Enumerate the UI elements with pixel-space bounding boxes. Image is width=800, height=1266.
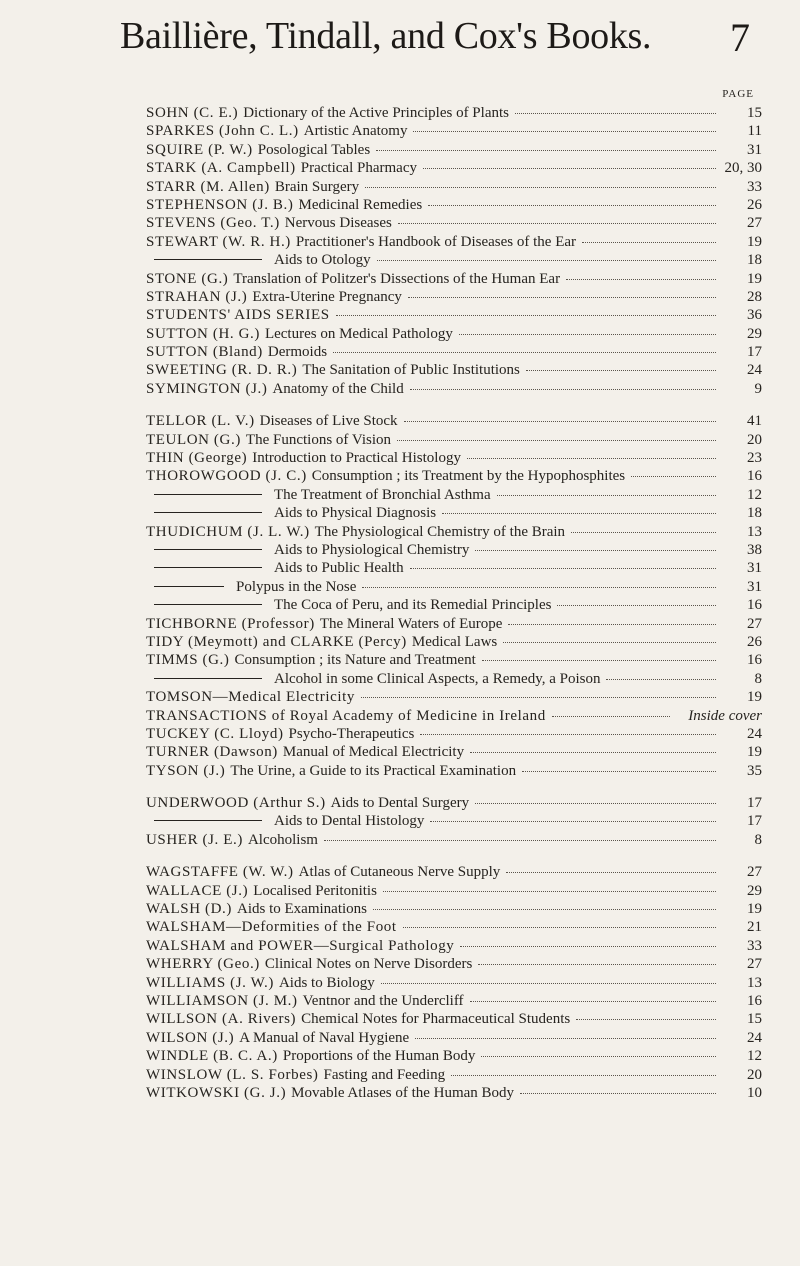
entry-page: 19 — [747, 233, 762, 250]
dot-leaders — [403, 927, 716, 928]
entry-title: Alcoholism — [247, 831, 318, 848]
index-entry — [146, 596, 762, 614]
index-entry — [146, 196, 762, 214]
entry-page: 31 — [747, 560, 762, 577]
entry-author: TIDY (Meymott) and CLARKE (Percy) — [146, 633, 407, 650]
index-entry — [146, 615, 762, 633]
dot-leaders — [557, 605, 716, 606]
group-gap — [146, 398, 762, 412]
entry-page: 33 — [747, 937, 762, 954]
entry-title: Aids to Dental Histology — [274, 813, 425, 830]
entry-title: Clinical Notes on Nerve Disorders — [264, 956, 473, 973]
ditto-dash — [154, 494, 262, 495]
dot-leaders — [481, 1056, 716, 1057]
ditto-dash — [154, 586, 224, 587]
index-entry — [146, 178, 762, 196]
publisher-title: Baillière, Tindall, and Cox's Books. — [120, 15, 652, 57]
entry-author: TRANSACTIONS of Royal Academy of Medicine in Ireland — [146, 707, 546, 724]
entry-title: Aids to Physical Diagnosis — [274, 505, 437, 522]
entry-page: 26 — [747, 633, 762, 650]
entry-title: The Sanitation of Public Institutions — [302, 362, 520, 379]
entry-title: Translation of Politzer's Dissections of the Human Ear — [233, 270, 561, 287]
entry-page: 17 — [747, 795, 762, 812]
dot-leaders — [475, 550, 716, 551]
entry-title: The Coca of Peru, and its Remedial Principles — [274, 597, 552, 614]
index-entry — [146, 882, 762, 900]
dot-leaders — [503, 642, 716, 643]
entry-author: WILLIAMSON (J. M.) — [146, 992, 298, 1009]
entry-author: SUTTON (H. G.) — [146, 325, 260, 342]
index-entry — [146, 992, 762, 1010]
index-entry — [146, 270, 762, 288]
entry-page: 12 — [747, 1048, 762, 1065]
entry-page: Inside cover — [688, 707, 762, 724]
entry-author: TOMSON—Medical Electricity — [146, 689, 356, 706]
entry-page: 16 — [747, 468, 762, 485]
dot-leaders — [606, 679, 716, 680]
entry-page: 29 — [747, 882, 762, 899]
index-entry — [146, 343, 762, 361]
entry-title: Nervous Diseases — [284, 215, 392, 232]
entry-title: Movable Atlases of the Human Body — [291, 1084, 515, 1101]
entry-title: Manual of Medical Electricity — [282, 744, 465, 761]
entry-page: 29 — [747, 325, 762, 342]
index-entry — [146, 1047, 762, 1065]
entry-author: THOROWGOOD (J. C.) — [146, 468, 307, 485]
index-entry — [146, 831, 762, 849]
index-entry — [146, 325, 762, 343]
dot-leaders — [397, 440, 716, 441]
entry-author: WALSHAM—Deformities of the Foot — [146, 919, 397, 936]
entry-title: Psycho-Therapeutics — [288, 725, 415, 742]
index-entry — [146, 541, 762, 559]
dot-leaders — [373, 909, 716, 910]
entry-title: Practitioner's Handbook of Diseases of the Ear — [295, 233, 577, 250]
entry-page: 27 — [747, 215, 762, 232]
entry-page: 27 — [747, 864, 762, 881]
dot-leaders — [415, 1038, 716, 1039]
index-entry — [146, 863, 762, 881]
entry-author: STEWART (W. R. H.) — [146, 233, 291, 250]
entry-page: 15 — [747, 105, 762, 121]
entry-page: 24 — [747, 1029, 762, 1046]
dot-leaders — [566, 279, 716, 280]
index-entry — [146, 651, 762, 669]
index-entry — [146, 1066, 762, 1084]
entry-author: TEULON (G.) — [146, 431, 241, 448]
entry-author: WHERRY (Geo.) — [146, 956, 260, 973]
index-entry — [146, 974, 762, 992]
entry-page: 19 — [747, 689, 762, 706]
entry-page: 18 — [747, 505, 762, 522]
index-entry — [146, 743, 762, 761]
entry-author: STONE (G.) — [146, 270, 229, 287]
entry-author: STUDENTS' AIDS SERIES — [146, 307, 330, 324]
entry-author: SOHN (C. E.) — [146, 105, 239, 121]
index-entry — [146, 288, 762, 306]
dot-leaders — [497, 495, 716, 496]
entry-page: 27 — [747, 956, 762, 973]
entry-page: 16 — [747, 597, 762, 614]
dot-leaders — [420, 734, 716, 735]
dot-leaders — [408, 297, 716, 298]
index-entry — [146, 955, 762, 973]
index-entry — [146, 918, 762, 936]
entry-page: 10 — [747, 1084, 762, 1101]
entry-author: TURNER (Dawson) — [146, 744, 278, 761]
dot-leaders — [459, 334, 716, 335]
entry-title: Diseases of Live Stock — [259, 413, 398, 430]
index-entry — [146, 707, 762, 725]
entry-page: 12 — [747, 486, 762, 503]
entry-page: 35 — [747, 762, 762, 779]
entry-author: TICHBORNE (Professor) — [146, 615, 315, 632]
entry-title: Chemical Notes for Pharmaceutical Students — [301, 1011, 571, 1028]
dot-leaders — [428, 205, 716, 206]
entry-title: Medicinal Remedies — [298, 196, 423, 213]
entry-page: 8 — [754, 831, 762, 848]
entry-page: 11 — [747, 123, 762, 140]
index-entry — [146, 467, 762, 485]
index-entry — [146, 1010, 762, 1028]
page-column-label: PAGE — [722, 88, 754, 100]
entry-author: WINDLE (B. C. A.) — [146, 1048, 278, 1065]
dot-leaders — [522, 771, 716, 772]
entry-page: 38 — [747, 541, 762, 558]
entry-title: Polypus in the Nose — [236, 578, 357, 595]
index-entry — [146, 578, 762, 596]
page-header — [120, 12, 770, 72]
entry-page: 16 — [747, 652, 762, 669]
entry-author: WILSON (J.) — [146, 1029, 235, 1046]
entry-author: TUCKEY (C. Lloyd) — [146, 725, 284, 742]
dot-leaders — [470, 1001, 716, 1002]
dot-leaders — [383, 891, 716, 892]
book-index-list — [146, 104, 762, 1102]
entry-author: WILLIAMS (J. W.) — [146, 974, 274, 991]
entry-page: 27 — [747, 615, 762, 632]
index-entry — [146, 794, 762, 812]
dot-leaders — [365, 187, 716, 188]
dot-leaders — [482, 660, 716, 661]
entry-author: WALSH (D.) — [146, 901, 232, 918]
index-entry — [146, 670, 762, 688]
dot-leaders — [470, 752, 716, 753]
dot-leaders — [423, 168, 716, 169]
entry-page: 20 — [747, 1066, 762, 1083]
index-entry — [146, 141, 762, 159]
entry-title: The Physiological Chemistry of the Brain — [314, 523, 566, 540]
entry-title: Aids to Examinations — [237, 901, 367, 918]
index-entry — [146, 412, 762, 430]
dot-leaders — [467, 458, 716, 459]
entry-page: 36 — [747, 307, 762, 324]
entry-author: STEVENS (Geo. T.) — [146, 215, 280, 232]
entry-author: WALLACE (J.) — [146, 882, 249, 899]
entry-title: Fasting and Feeding — [323, 1066, 446, 1083]
entry-page: 17 — [747, 813, 762, 830]
entry-page: 31 — [747, 578, 762, 595]
group-gap — [146, 849, 762, 863]
index-entry — [146, 306, 762, 324]
entry-author: THUDICHUM (J. L. W.) — [146, 523, 310, 540]
index-entry — [146, 431, 762, 449]
entry-title: Aids to Biology — [278, 974, 375, 991]
entry-author: WALSHAM and POWER—Surgical Pathology — [146, 937, 455, 954]
index-entry — [146, 486, 762, 504]
index-entry — [146, 214, 762, 232]
index-entry — [146, 159, 762, 177]
entry-title: A Manual of Naval Hygiene — [239, 1029, 410, 1046]
index-entry — [146, 900, 762, 918]
entry-author: THIN (George) — [146, 450, 248, 467]
entry-title: Posological Tables — [257, 141, 371, 158]
dot-leaders — [571, 532, 716, 533]
entry-title: Localised Peritonitis — [253, 882, 377, 899]
entry-author: STEPHENSON (J. B.) — [146, 196, 294, 213]
entry-page: 33 — [747, 178, 762, 195]
entry-page: 20 — [747, 431, 762, 448]
entry-author: SWEETING (R. D. R.) — [146, 362, 298, 379]
entry-title: Proportions of the Human Body — [282, 1048, 476, 1065]
dot-leaders — [582, 242, 716, 243]
entry-page: 23 — [747, 450, 762, 467]
entry-author: SUTTON (Bland) — [146, 344, 263, 361]
entry-author: UNDERWOOD (Arthur S.) — [146, 795, 326, 812]
index-entry — [146, 251, 762, 269]
index-entry — [146, 725, 762, 743]
entry-author: STRAHAN (J.) — [146, 288, 248, 305]
index-entry — [146, 633, 762, 651]
entry-author: STARK (A. Campbell) — [146, 160, 296, 177]
entry-page: 13 — [747, 523, 762, 540]
entry-page: 18 — [747, 252, 762, 269]
ditto-dash — [154, 567, 262, 568]
dot-leaders — [377, 260, 716, 261]
dot-leaders — [515, 113, 716, 114]
index-entry — [146, 122, 762, 140]
entry-title: The Urine, a Guide to its Practical Examination — [230, 762, 517, 779]
dot-leaders — [460, 946, 716, 947]
entry-author: WAGSTAFFE (W. W.) — [146, 864, 294, 881]
entry-title: Aids to Public Health — [274, 560, 404, 577]
dot-leaders — [552, 716, 670, 717]
entry-page: 15 — [747, 1011, 762, 1028]
entry-page: 31 — [747, 141, 762, 158]
entry-title: Practical Pharmacy — [300, 160, 417, 177]
dot-leaders — [631, 476, 716, 477]
entry-page: 19 — [747, 270, 762, 287]
index-entry — [146, 104, 762, 122]
entry-page: 26 — [747, 196, 762, 213]
dot-leaders — [520, 1093, 716, 1094]
index-entry — [146, 449, 762, 467]
entry-author: SQUIRE (P. W.) — [146, 141, 253, 158]
index-entry — [146, 523, 762, 541]
entry-author: WINSLOW (L. S. Forbes) — [146, 1066, 319, 1083]
entry-title: The Treatment of Bronchial Asthma — [274, 486, 491, 503]
entry-author: WITKOWSKI (G. J.) — [146, 1084, 287, 1101]
index-entry — [146, 559, 762, 577]
entry-page: 9 — [754, 380, 762, 397]
entry-title: Consumption ; its Treatment by the Hypophosphites — [311, 468, 626, 485]
dot-leaders — [451, 1075, 716, 1076]
entry-title: The Mineral Waters of Europe — [319, 615, 503, 632]
ditto-dash — [154, 604, 262, 605]
index-entry — [146, 380, 762, 398]
dot-leaders — [508, 624, 716, 625]
dot-leaders — [404, 421, 716, 422]
entry-title: Anatomy of the Child — [272, 380, 404, 397]
entry-author: SYMINGTON (J.) — [146, 380, 268, 397]
entry-page: 13 — [747, 974, 762, 991]
entry-title: Dermoids — [267, 344, 328, 361]
ditto-dash — [154, 259, 262, 260]
index-entry — [146, 688, 762, 706]
entry-page: 19 — [747, 901, 762, 918]
dot-leaders — [526, 370, 716, 371]
dot-leaders — [381, 983, 716, 984]
entry-page: 24 — [747, 725, 762, 742]
dot-leaders — [362, 587, 716, 588]
index-entry — [146, 1029, 762, 1047]
dot-leaders — [376, 150, 716, 151]
entry-title: Lectures on Medical Pathology — [264, 325, 453, 342]
entry-page: 19 — [747, 744, 762, 761]
dot-leaders — [430, 821, 716, 822]
entry-title: Aids to Dental Surgery — [330, 795, 470, 812]
entry-title: Atlas of Cutaneous Nerve Supply — [298, 864, 501, 881]
entry-title: Artistic Anatomy — [303, 123, 408, 140]
dot-leaders — [413, 131, 716, 132]
dot-leaders — [576, 1019, 716, 1020]
entry-title: Aids to Physiological Chemistry — [274, 541, 470, 558]
entry-title: Alcohol in some Clinical Aspects, a Remedy, a Poison — [274, 670, 601, 687]
entry-author: STARR (M. Allen) — [146, 178, 270, 195]
index-entry — [146, 1084, 762, 1102]
dot-leaders — [361, 697, 716, 698]
ditto-dash — [154, 820, 262, 821]
entry-author: TELLOR (L. V.) — [146, 413, 255, 430]
dot-leaders — [398, 223, 716, 224]
dot-leaders — [475, 803, 716, 804]
entry-page: 20, 30 — [724, 160, 762, 177]
entry-author: WILLSON (A. Rivers) — [146, 1011, 297, 1028]
index-entry — [146, 361, 762, 379]
entry-title: Aids to Otology — [274, 252, 371, 269]
dot-leaders — [478, 964, 716, 965]
entry-page: 24 — [747, 362, 762, 379]
entry-title: Medical Laws — [411, 633, 498, 650]
index-entry — [146, 504, 762, 522]
ditto-dash — [154, 512, 262, 513]
entry-title: Consumption ; its Nature and Treatment — [234, 652, 476, 669]
dot-leaders — [336, 315, 716, 316]
entry-page: 16 — [747, 992, 762, 1009]
dot-leaders — [324, 840, 716, 841]
entry-page: 28 — [747, 288, 762, 305]
entry-title: Brain Surgery — [274, 178, 360, 195]
dot-leaders — [410, 389, 716, 390]
entry-author: TIMMS (G.) — [146, 652, 230, 669]
entry-title: Extra-Uterine Pregnancy — [252, 288, 402, 305]
entry-author: TYSON (J.) — [146, 762, 226, 779]
entry-page: 8 — [754, 670, 762, 687]
entry-page: 41 — [747, 413, 762, 430]
entry-title: Ventnor and the Undercliff — [302, 992, 464, 1009]
ditto-dash — [154, 678, 262, 679]
index-entry — [146, 762, 762, 780]
dot-leaders — [333, 352, 716, 353]
ditto-dash — [154, 549, 262, 550]
entry-author: SPARKES (John C. L.) — [146, 123, 299, 140]
dot-leaders — [442, 513, 716, 514]
group-gap — [146, 780, 762, 794]
entry-page: 21 — [747, 919, 762, 936]
page-number: 7 — [730, 15, 750, 60]
dot-leaders — [410, 568, 716, 569]
index-entry — [146, 812, 762, 830]
entry-title: Introduction to Practical Histology — [252, 450, 461, 467]
index-entry — [146, 233, 762, 251]
entry-title: The Functions of Vision — [245, 431, 391, 448]
entry-page: 17 — [747, 344, 762, 361]
dot-leaders — [506, 872, 716, 873]
entry-title: Dictionary of the Active Principles of Plants — [243, 105, 509, 121]
index-entry — [146, 937, 762, 955]
entry-author: USHER (J. E.) — [146, 831, 243, 848]
